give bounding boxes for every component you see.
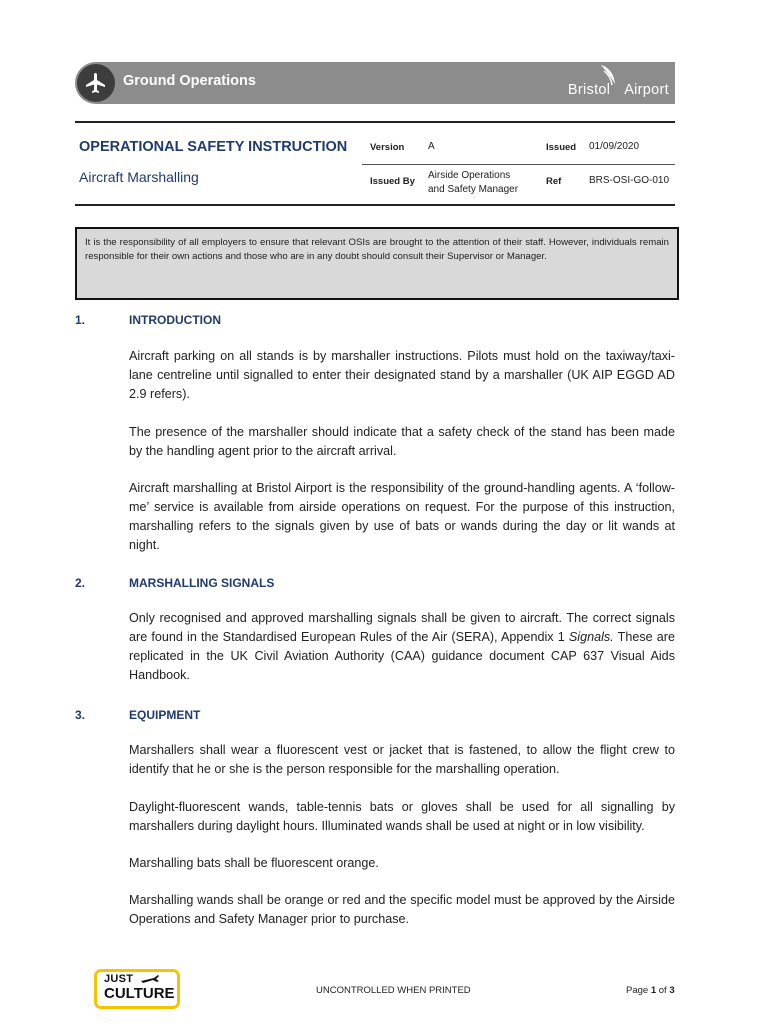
section-3-paragraph: Daylight-fluorescent wands, table-tennis bats or gloves shall be used for all signalling by marshallers during daylight hours. Illuminated wands shall be used at night or in low visibility. [129,800,675,833]
doc-title: Aircraft Marshalling [79,169,199,185]
brand-right: Airport [624,82,669,98]
section-1-paragraph: The presence of the marshaller should indicate that a safety check of the stand has been made by the handling agent prior to the aircraft arrival. [129,425,675,458]
issued-by-line2: and Safety Manager [428,184,519,195]
section-2-number: 2. [75,576,86,590]
section-2-paragraph [129,609,675,685]
ref-label: Ref [546,176,562,187]
uncontrolled-notice: UNCONTROLLED WHEN PRINTED [316,985,471,996]
logo-top-text: JUST [104,973,134,985]
section-3-paragraph: Marshalling bats shall be fluorescent orange. [129,856,379,870]
page-number [626,985,675,996]
version-value: A [428,141,435,152]
top-rule [75,121,675,123]
section-3-number: 3. [75,708,86,722]
section-3-paragraph: Marshallers shall wear a fluorescent vest or jacket that is fastened, to allow the flight crew to identify that he or she is the person responsible for the marshalling operation. [129,743,675,776]
meta-divider [362,164,675,165]
section-1-paragraph: Aircraft parking on all stands is by marshaller instructions. Pilots must hold on the taxiway/taxi-lane centreline until signalled to enter their designated stand by a marshaller (UK AIP EGGD AD 2.9 refers). [129,349,675,401]
page-current: 1 [650,985,657,996]
logo-plane-icon [140,973,160,985]
header-banner [75,62,675,104]
bottom-rule [75,204,675,206]
section-2-title: MARSHALLING SIGNALS [129,576,275,590]
page-total: 3 [669,985,675,996]
section-1-title: INTRODUCTION [129,313,221,327]
just-culture-logo [94,969,180,1009]
brand-feather-icon [598,63,620,89]
page-prefix: Page [626,985,651,996]
issued-label: Issued [546,142,577,153]
section-3-title: EQUIPMENT [129,708,201,722]
page-of: of [656,985,670,996]
section-3-paragraph: Marshalling wands shall be orange or red and the specific model must be approved by the Airside Operations and Safety Manager prior to purchase. [129,893,675,926]
logo-bottom-text: CULTURE [104,985,175,1002]
section-2-text-b: These are replicated in the UK Civil Aviation Authority (CAA) guidance document CAP 637 Visual Aids Handbook. [129,630,675,682]
version-label: Version [370,142,405,153]
issued-by-label: Issued By [370,176,415,187]
ref-value: BRS-OSI-GO-010 [589,175,670,186]
section-1-paragraph: Aircraft marshalling at Bristol Airport is the responsibility of the ground-handling agents. A ‘follow-me’ service is available from airside operations on request. For the purpose of this instruction, marshalling refers to the signals given by use of bats or wands during the day or lit wands at night. [129,481,675,552]
issued-value: 01/09/2020 [589,141,640,152]
section-2-text-a: Only recognised and approved marshalling signals shall be given to aircraft. The correct signals are found in the Standardised European Rules of the Air (SERA), Appendix 1 [129,611,675,644]
issued-by-value [428,169,518,197]
section-1-number: 1. [75,313,86,327]
airplane-icon [77,64,115,102]
responsibility-notice: It is the responsibility of all employers to ensure that relevant OSIs are brought to the attention of their staff. However, individuals remain responsible for their own actions and those who are in any doubt should consult their Supervisor or Manager. [75,227,679,300]
section-2-italic: Signals. [568,630,614,644]
issued-by-line1: Airside Operations [428,170,511,181]
doc-type-title: OPERATIONAL SAFETY INSTRUCTION [79,139,348,155]
banner-title: Ground Operations [123,73,256,89]
brand-left: Bristol [567,82,611,98]
